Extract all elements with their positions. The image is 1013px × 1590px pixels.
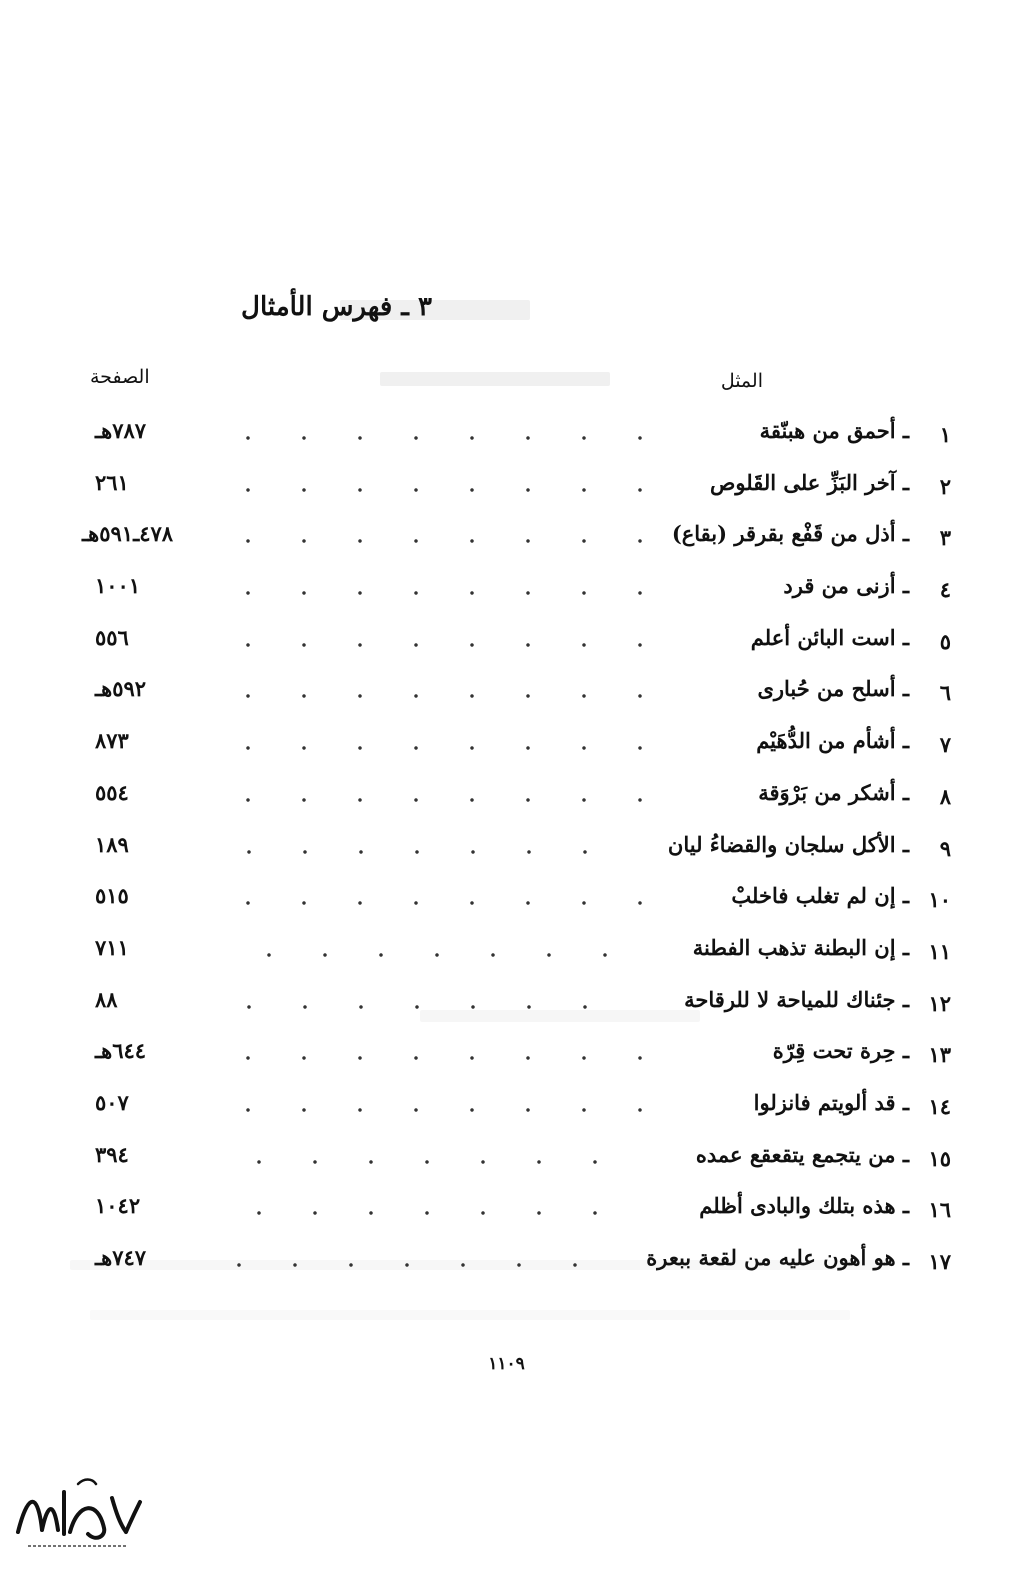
entry-number: ١٣	[928, 1042, 951, 1068]
index-entry	[0, 981, 1013, 1033]
entry-proverb: ـ أحمق من هبنّقة	[759, 418, 909, 443]
dot-leader	[215, 591, 668, 595]
proverb-index-list	[0, 412, 1013, 1291]
index-entry	[0, 412, 1013, 464]
entry-page-ref: ٧٤٧هـ	[95, 1245, 147, 1270]
dot-leader	[215, 694, 668, 698]
entry-page-ref: ٢٦١	[95, 469, 129, 495]
entry-number: ١٥	[928, 1145, 951, 1171]
entry-page-ref: ٥٥٦	[95, 624, 129, 650]
column-header-page: الصفحة	[90, 366, 150, 388]
entry-number: ٥	[939, 628, 951, 654]
entry-page-ref: ١٠٠١	[95, 573, 141, 599]
index-entry	[0, 826, 1013, 878]
index-entry	[0, 722, 1013, 774]
entry-proverb: ـ جئناك للمياحة لا للرقاحة	[684, 986, 909, 1012]
index-entry	[0, 1239, 1013, 1291]
index-entry	[0, 877, 1013, 929]
dot-leader	[215, 436, 668, 440]
index-entry	[0, 515, 1013, 567]
dot-leader	[230, 539, 668, 543]
entry-page-ref: ٥٥٤	[95, 779, 129, 805]
dot-leader	[215, 1056, 668, 1060]
index-entry	[0, 567, 1013, 619]
entry-proverb: ـ إن البطنة تذهب الفطنة	[692, 934, 909, 960]
entry-number: ١	[939, 422, 951, 447]
entry-proverb: ـ هو أهون عليه من لقعة ببعرة	[646, 1245, 909, 1270]
index-entry	[0, 1187, 1013, 1239]
entry-number: ٣	[939, 525, 951, 551]
entry-proverb: ـ إن لم تغلب فاخلبْ	[731, 883, 909, 909]
entry-number: ٤	[939, 577, 951, 603]
dot-leader	[215, 953, 633, 957]
entry-page-ref: ٥١٥	[95, 883, 129, 909]
index-entry	[0, 1136, 1013, 1188]
dot-leader	[215, 798, 668, 802]
entry-page-ref: ١٠٤٢	[95, 1193, 141, 1219]
dot-leader	[215, 1005, 613, 1009]
entry-number: ٩	[939, 835, 951, 861]
dot-leader	[215, 850, 613, 854]
dot-leader	[215, 1211, 623, 1215]
entry-proverb: ـ أشكر من بَرْوَقة	[758, 779, 909, 805]
dot-leader	[215, 1263, 603, 1267]
index-entry	[0, 1032, 1013, 1084]
entry-page-ref: ٧٨٧هـ	[95, 418, 147, 443]
entry-proverb: ـ أزنى من قرد	[783, 573, 909, 599]
entry-number: ١١	[928, 938, 951, 964]
dot-leader	[215, 488, 668, 492]
bleed-through-smudge	[380, 372, 610, 386]
entry-page-ref: ١٨٩	[95, 831, 129, 857]
entry-proverb: ـ آخر البَزِّ على القَلوص	[710, 469, 909, 495]
index-entry	[0, 774, 1013, 826]
dot-leader	[215, 1160, 623, 1164]
entry-page-ref: ٨٧٣	[95, 728, 129, 754]
entry-number: ١٢	[928, 990, 951, 1016]
entry-proverb: ـ أذل من قَفْع بقرقر (بقاع)	[671, 521, 909, 547]
entry-page-ref: ٣٩٤	[95, 1141, 129, 1167]
entry-page-ref: ٥٩٢هـ	[95, 676, 147, 702]
entry-proverb: ـ أسلح من حُبارى	[757, 676, 909, 702]
index-entry	[0, 929, 1013, 981]
entry-number: ١٦	[928, 1197, 951, 1223]
entry-proverb: ـ است البائن أعلم	[750, 624, 909, 650]
entry-number: ٨	[939, 783, 951, 809]
index-title	[0, 292, 1013, 322]
index-entry	[0, 1084, 1013, 1136]
dot-leader	[215, 1108, 668, 1112]
entry-page-ref: ٨٨	[95, 986, 118, 1012]
column-header-proverb: المثل	[720, 370, 763, 392]
entry-page-ref: ٧١١	[95, 934, 129, 960]
dot-leader	[215, 643, 668, 647]
dot-leader	[215, 746, 668, 750]
entry-number: ٧	[939, 732, 951, 758]
entry-number: ١٠	[928, 887, 951, 913]
entry-page-ref: ٦٤٤هـ	[95, 1038, 147, 1064]
entry-page-ref: ٥٠٧	[95, 1089, 129, 1115]
entry-page-ref: ٤٧٨ـ٥٩١هـ	[82, 521, 174, 547]
entry-proverb: ـ قد ألويتم فانزلوا	[753, 1089, 909, 1115]
index-title-text: ٣ ـ فهرس الأمثال	[241, 292, 432, 322]
entry-number: ٢	[939, 473, 951, 499]
bleed-through-smudge	[90, 1310, 850, 1320]
entry-number: ٦	[939, 680, 951, 706]
index-entry	[0, 670, 1013, 722]
index-entry	[0, 619, 1013, 671]
entry-proverb: ـ من يتجمع يتقعقع عمده	[695, 1141, 909, 1167]
entry-proverb: ـ أشأم من الدُّهَيْم	[756, 728, 909, 754]
entry-proverb: ـ الأكل سلجان والقضاءُ ليان	[667, 831, 909, 857]
page-number: ١١٠٩	[488, 1354, 525, 1374]
entry-proverb: ـ حِرة تحت قِرّة	[772, 1038, 909, 1064]
entry-proverb: ـ هذه بتلك والبادى أظلم	[699, 1193, 909, 1219]
entry-number: ١٧	[928, 1249, 951, 1274]
publisher-seal-logo	[8, 1472, 148, 1554]
entry-number: ١٤	[928, 1093, 951, 1119]
dot-leader	[215, 901, 668, 905]
index-entry	[0, 464, 1013, 516]
